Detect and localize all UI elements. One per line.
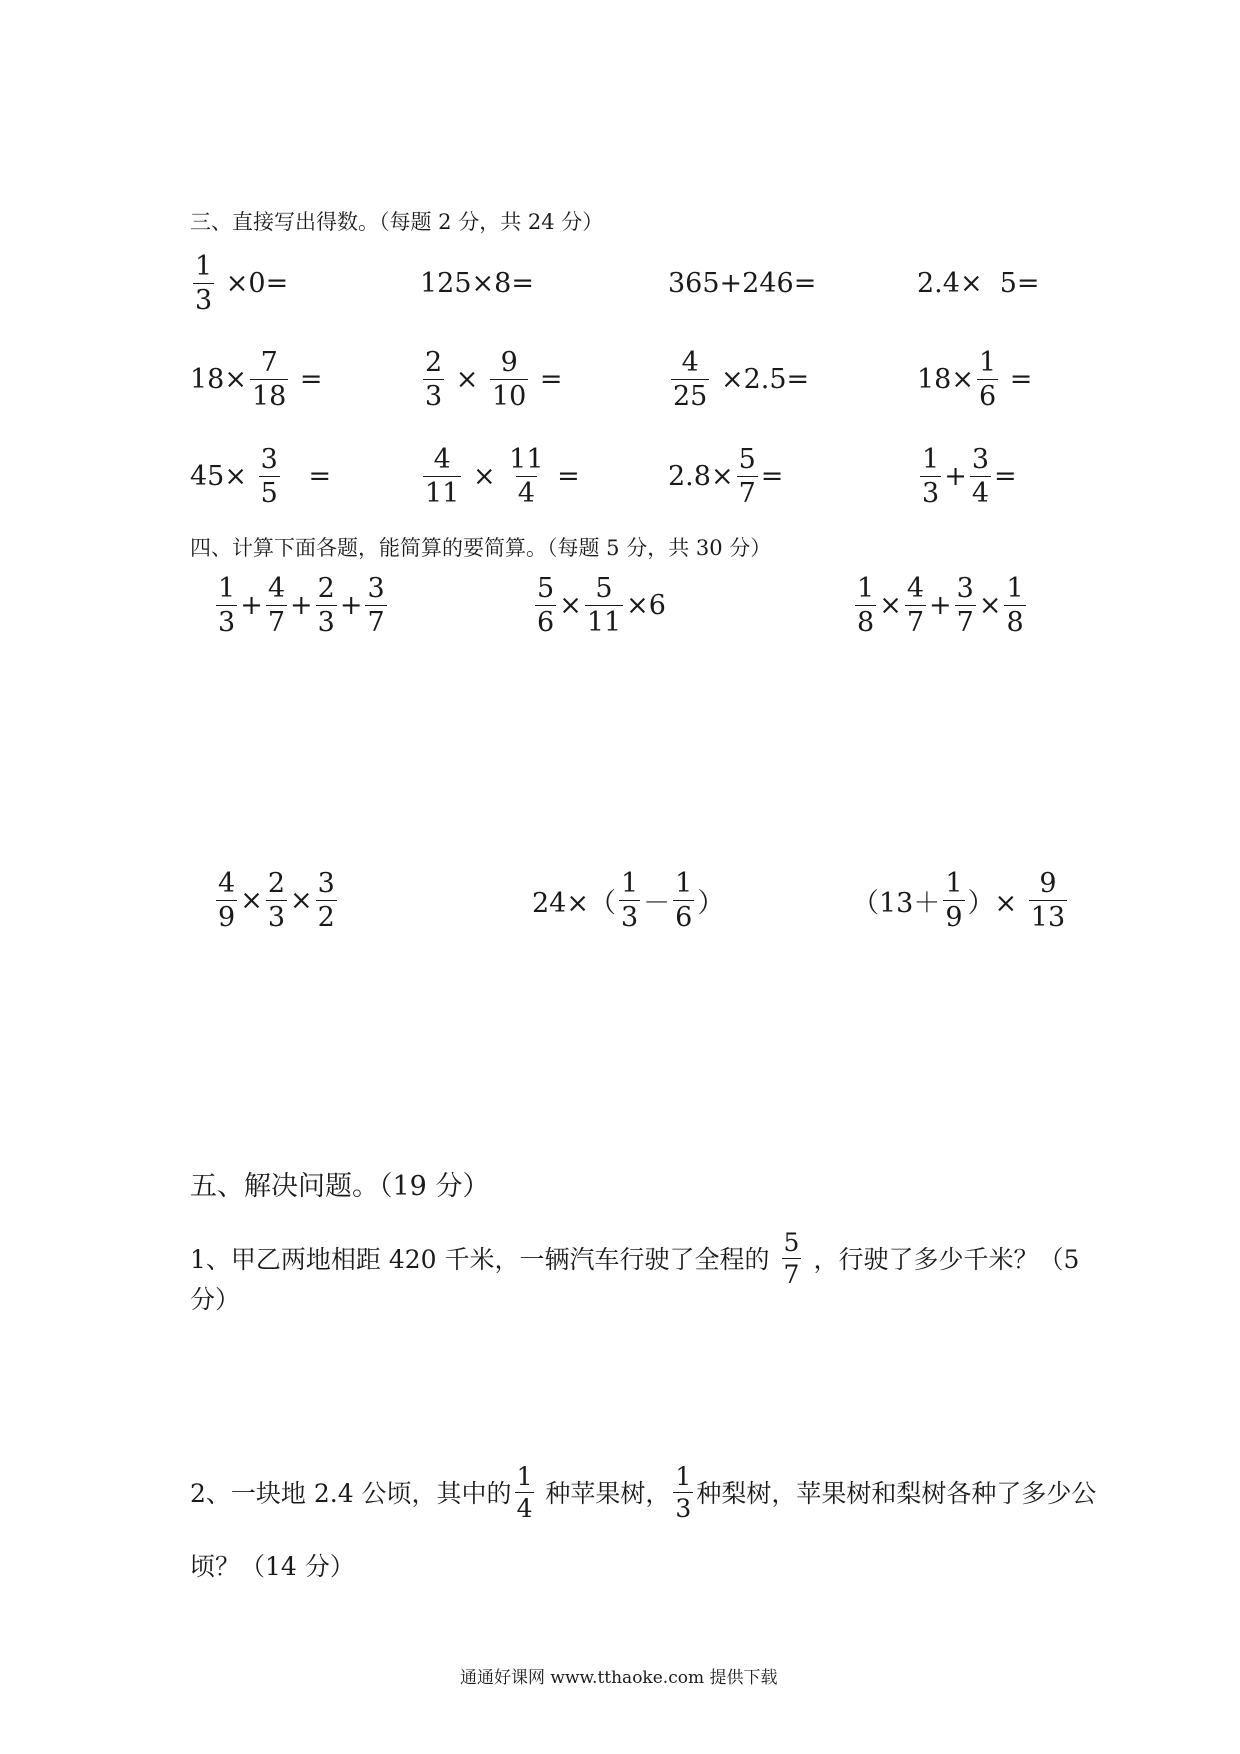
fraction-numerator: 5: [783, 1227, 800, 1257]
fraction-denominator: 3: [922, 477, 940, 509]
math-expression: [420, 441, 580, 511]
fraction-denominator: 3: [195, 284, 213, 316]
fraction: [782, 1227, 802, 1289]
fraction-denominator: 7: [906, 606, 924, 638]
fraction: [855, 572, 876, 638]
expression-text: 18×: [190, 363, 247, 395]
fraction-denominator: 6: [978, 380, 997, 412]
expression-text: +: [929, 589, 952, 621]
fraction: [423, 443, 461, 509]
fraction-denominator: 8: [857, 606, 875, 638]
fraction: [266, 572, 287, 638]
problem-2-text-mid: 种苹果树，: [537, 1479, 671, 1508]
fraction-numerator: 4: [267, 572, 285, 604]
fraction-numerator: 5: [595, 572, 613, 604]
expression-text: ×: [464, 460, 505, 492]
fraction-denominator: 5: [260, 477, 278, 509]
fraction: [316, 867, 337, 933]
expression-text: ×: [447, 363, 487, 395]
fraction-denominator: 3: [620, 901, 639, 933]
problem-1-text-end: ，行驶了多少千米？（5: [813, 1245, 1080, 1274]
fraction-numerator: 5: [738, 443, 756, 475]
fraction: [193, 250, 214, 316]
problem-2-text: 2、一块地 2.4 公顷，其中的: [190, 1479, 512, 1508]
math-expression: [917, 441, 1017, 511]
fraction: [490, 346, 528, 412]
fraction-numerator: 1: [945, 867, 963, 899]
math-expression: [852, 570, 1029, 640]
expression-text: =: [1001, 363, 1033, 395]
fraction-denominator: 9: [945, 901, 963, 933]
fraction: [259, 443, 280, 509]
fraction-numerator: 9: [500, 346, 518, 378]
expression-text: +: [944, 460, 967, 492]
fraction-numerator: 1: [675, 1461, 692, 1491]
fraction: [216, 572, 237, 638]
fraction-denominator: 4: [517, 477, 535, 509]
math-expression: [668, 344, 809, 414]
section5-title: 五、解决问题。（19 分）: [190, 1171, 490, 1202]
fraction: [905, 572, 926, 638]
math-expression: [420, 248, 534, 318]
fraction-numerator: 1: [1006, 572, 1024, 604]
fraction-numerator: 3: [260, 443, 278, 475]
fraction-denominator: 2: [317, 901, 335, 933]
math-expression: [190, 441, 331, 511]
expression-text: ×: [879, 589, 902, 621]
fraction: [970, 443, 991, 509]
expression-text: 365+246=: [668, 267, 817, 299]
fraction-numerator: 4: [218, 867, 236, 899]
fraction-denominator: 25: [673, 380, 708, 412]
fraction-denominator: 3: [675, 1493, 692, 1523]
expression-text: 2.4× 5=: [917, 267, 1040, 299]
fraction: [1029, 867, 1067, 933]
fraction: [1004, 572, 1025, 638]
expression-text: ×: [559, 589, 582, 621]
fraction-denominator: 7: [738, 477, 756, 509]
problem-2-text-end: 种梨树，苹果树和梨树各种了多少公: [696, 1479, 1097, 1508]
fraction-denominator: 13: [1030, 901, 1066, 933]
footer-note: 通通好课网 www.tthaoke.com 提供下载: [460, 1668, 778, 1688]
fraction: [619, 867, 640, 933]
fraction: [365, 572, 386, 638]
math-expression: [668, 248, 816, 318]
fraction-denominator: 11: [425, 477, 460, 509]
math-expression: [852, 865, 1070, 935]
fraction-numerator: 2: [317, 572, 335, 604]
fraction-denominator: 7: [367, 606, 385, 638]
math-expression: [190, 344, 323, 414]
expression-text: =: [531, 363, 563, 395]
expression-text: （13＋: [852, 887, 941, 919]
math-expression: [917, 344, 1032, 414]
math-expression: [420, 344, 563, 414]
fraction: [316, 572, 337, 638]
fraction-denominator: 3: [218, 606, 236, 638]
problem-1: [190, 1228, 1079, 1288]
fraction-numerator: 1: [218, 572, 236, 604]
math-expression: [668, 441, 783, 511]
math-expression: [532, 865, 724, 935]
fraction-numerator: 1: [675, 867, 693, 899]
fraction-numerator: 3: [956, 572, 974, 604]
expression-text: ×2.5=: [712, 363, 810, 395]
math-expression: [190, 248, 288, 318]
expression-text: 24×（: [532, 887, 616, 919]
expression-text: －: [643, 887, 671, 919]
expression-text: 45×: [190, 460, 256, 492]
fraction: [673, 1461, 693, 1523]
section3-title: 三、直接写出得数。（每题 2 分，共 24 分）: [190, 210, 604, 234]
fraction-numerator: 9: [1039, 867, 1057, 899]
problem-1-text: 1、甲乙两地相距 420 千米，一辆汽车行驶了全程的: [190, 1245, 770, 1274]
fraction-denominator: 3: [317, 606, 335, 638]
fraction-numerator: 4: [433, 443, 451, 475]
fraction-numerator: 1: [922, 443, 940, 475]
fraction: [266, 867, 287, 933]
fraction-denominator: 7: [956, 606, 974, 638]
fraction: [423, 346, 444, 412]
fraction: [535, 572, 556, 638]
fraction-denominator: 8: [1006, 606, 1024, 638]
fraction-denominator: 6: [537, 606, 555, 638]
expression-text: ×0=: [217, 267, 289, 299]
fraction: [955, 572, 976, 638]
problem-2-continuation: 顷？（14 分）: [190, 1552, 355, 1581]
expression-text: ）: [697, 887, 725, 919]
expression-text: ×: [290, 884, 313, 916]
fraction-numerator: 1: [516, 1461, 533, 1491]
fraction-numerator: 7: [260, 346, 278, 378]
fraction-numerator: 1: [195, 250, 213, 282]
math-expression: [213, 865, 340, 935]
problem-1-continuation: 分）: [190, 1285, 241, 1314]
expression-text: =: [548, 460, 580, 492]
math-expression: [532, 570, 666, 640]
fraction-numerator: 11: [509, 443, 544, 475]
fraction: [943, 867, 964, 933]
expression-text: ）×: [967, 887, 1026, 919]
math-expression: [213, 570, 390, 640]
expression-text: 18×: [917, 363, 974, 395]
fraction-denominator: 7: [267, 606, 285, 638]
fraction: [216, 867, 237, 933]
expression-text: =: [291, 363, 323, 395]
expression-text: ×: [240, 884, 263, 916]
fraction: [671, 346, 709, 412]
fraction: [673, 867, 694, 933]
problem-2: [190, 1462, 1096, 1522]
expression-text: +: [240, 589, 263, 621]
fraction-denominator: 7: [783, 1259, 800, 1289]
expression-text: 2.8×: [668, 460, 734, 492]
fraction-numerator: 4: [906, 572, 924, 604]
fraction-numerator: 3: [971, 443, 989, 475]
fraction-denominator: 3: [267, 901, 285, 933]
fraction-denominator: 18: [251, 380, 287, 412]
fraction-numerator: 2: [267, 867, 285, 899]
math-expression: [917, 248, 1040, 318]
fraction: [920, 443, 941, 509]
fraction: [507, 443, 545, 509]
fraction: [585, 572, 623, 638]
fraction-denominator: 10: [491, 380, 527, 412]
fraction-denominator: 9: [218, 901, 236, 933]
expression-text: =: [282, 460, 332, 492]
fraction-denominator: 4: [516, 1493, 533, 1523]
fraction-denominator: 3: [425, 380, 443, 412]
expression-text: +: [290, 589, 313, 621]
fraction-numerator: 3: [367, 572, 385, 604]
fraction-numerator: 1: [978, 346, 997, 378]
fraction-denominator: 11: [586, 606, 622, 638]
expression-text: ×: [978, 589, 1002, 621]
fraction-numerator: 5: [537, 572, 555, 604]
fraction: [737, 443, 758, 509]
fraction-denominator: 6: [675, 901, 693, 933]
fraction-numerator: 3: [317, 867, 335, 899]
expression-text: =: [994, 460, 1017, 492]
expression-text: ×6: [626, 589, 666, 621]
fraction: [250, 346, 288, 412]
section4-title: 四、计算下面各题，能简算的要简算。（每题 5 分，共 30 分）: [190, 536, 772, 560]
fraction-numerator: 4: [681, 346, 699, 378]
fraction-numerator: 2: [425, 346, 443, 378]
expression-text: =: [760, 460, 784, 492]
expression-text: +: [339, 589, 363, 621]
fraction: [977, 346, 998, 412]
fraction-denominator: 4: [971, 477, 989, 509]
fraction: [515, 1461, 535, 1523]
fraction-numerator: 1: [857, 572, 875, 604]
expression-text: 125×8=: [420, 267, 534, 299]
fraction-numerator: 1: [620, 867, 639, 899]
